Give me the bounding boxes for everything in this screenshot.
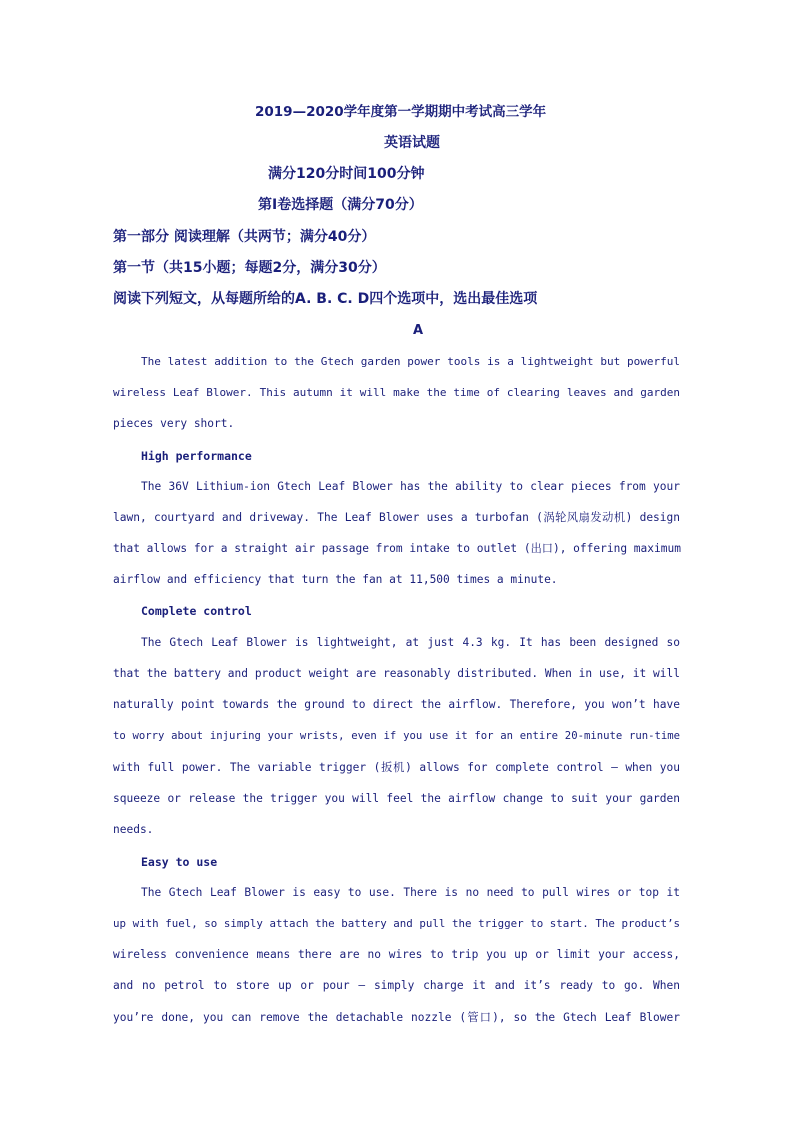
paragraph-line: The Gtech Leaf Blower is lightweight, at just 4.3 kg. It has been designed so [141,636,680,649]
intro-line: wireless Leaf Blower. This autumn it will make the time of clearing leaves and garden [113,386,680,399]
paragraph-line: and no petrol to store up or pour – simply charge it and it’s ready to go. When [113,979,680,992]
paragraph-line: wireless convenience means there are no wires to trip you up or limit your access, [113,948,680,961]
section-heading-complete-control: Complete control [141,604,252,618]
part-one-title: 第一部分 阅读理解（共两节；满分40分） [113,229,376,245]
paragraph-line: you’re done, you can remove the detachable nozzle (管口), so the Gtech Leaf Blower [113,1011,680,1024]
paragraph-line: with full power. The variable trigger (扳机) allows for complete control – when you [113,761,680,774]
paragraph-line: The 36V Lithium-ion Gtech Leaf Blower has the ability to clear pieces from your [141,480,680,493]
exam-title: 2019—2020学年度第一学期期中考试高三学年 [255,104,547,120]
passage-label: A [413,323,424,338]
paragraph-line: lawn, courtyard and driveway. The Leaf Blower uses a turbofan (涡轮风扇发动机) design [113,511,680,524]
section-heading-easy-to-use: Easy to use [141,855,218,869]
paragraph-line: needs. [113,823,154,836]
paragraph-line: squeeze or release the trigger you will feel the airflow change to suit your garden [113,792,680,805]
paragraph-line: The Gtech Leaf Blower is easy to use. There is no need to pull wires or top it [141,886,680,899]
subject-title: 英语试题 [384,135,440,151]
section-one-title: 第一节（共15小题；每题2分，满分30分） [113,260,386,276]
section-heading-high-performance: High performance [141,449,252,463]
paragraph-line: that the battery and product weight are reasonably distributed. When in use, it will [113,667,680,680]
paragraph-line: airflow and efficiency that turn the fan at 11,500 times a minute. [113,573,558,586]
instruction-line: 阅读下列短文，从每题所给的A. B. C. D四个选项中，选出最佳选项 [113,291,538,307]
volume-title: 第Ⅰ卷选择题（满分70分） [258,197,423,213]
intro-line: pieces very short. [113,417,235,430]
paragraph-line: to worry about injuring your wrists, even if you use it for an entire 20-minute run-time [113,730,680,742]
paragraph-line: naturally point towards the ground to direct the airflow. Therefore, you won’t have [113,698,680,711]
intro-line: The latest addition to the Gtech garden power tools is a lightweight but powerful [141,355,680,368]
score-time-line: 满分120分时间100分钟 [268,166,425,182]
paragraph-line: that allows for a straight air passage from intake to outlet (出口), offering maximum [113,542,681,555]
paragraph-line: up with fuel, so simply attach the battery and pull the trigger to start. The product’s [113,917,680,930]
